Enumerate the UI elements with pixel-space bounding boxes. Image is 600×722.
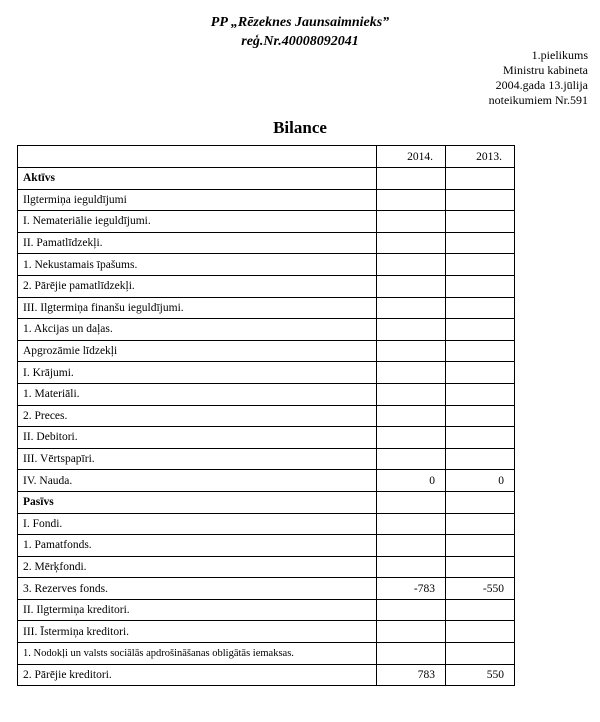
value-2014 xyxy=(377,211,446,233)
row-label: Apgrozāmie līdzekļi xyxy=(18,340,377,362)
value-2013 xyxy=(446,168,515,190)
value-2014 xyxy=(377,448,446,470)
value-2014 xyxy=(377,405,446,427)
value-2013 xyxy=(446,319,515,341)
table-row xyxy=(18,599,515,621)
value-2013 xyxy=(446,232,515,254)
row-label: III. Īstermiņa kreditori. xyxy=(18,621,377,643)
table-row xyxy=(18,275,515,297)
value-2014 xyxy=(377,513,446,535)
annex-line: noteikumiem Nr.591 xyxy=(488,93,588,107)
value-2014: -783 xyxy=(377,578,446,600)
annex-note xyxy=(489,48,588,108)
row-label: 3. Rezerves fonds. xyxy=(18,578,377,600)
value-2013: -550 xyxy=(446,578,515,600)
row-label: 2. Mērķfondi. xyxy=(18,556,377,578)
value-2013 xyxy=(446,362,515,384)
value-2013 xyxy=(446,448,515,470)
table-row xyxy=(18,578,515,600)
balance-table xyxy=(17,145,515,686)
value-2013 xyxy=(446,513,515,535)
balance-rows xyxy=(18,168,515,686)
table-row xyxy=(18,254,515,276)
table-row xyxy=(18,383,515,405)
value-2014 xyxy=(377,491,446,513)
value-2014 xyxy=(377,232,446,254)
table-row xyxy=(18,427,515,449)
table-row xyxy=(18,664,515,686)
value-2013 xyxy=(446,383,515,405)
table-header-row xyxy=(18,146,515,168)
value-2014 xyxy=(377,189,446,211)
row-label: I. Krājumi. xyxy=(18,362,377,384)
table-row xyxy=(18,232,515,254)
row-label: II. Pamatlīdzekļi. xyxy=(18,232,377,254)
value-2014 xyxy=(377,427,446,449)
value-2014 xyxy=(377,275,446,297)
value-2014 xyxy=(377,621,446,643)
value-2014 xyxy=(377,362,446,384)
table-row xyxy=(18,189,515,211)
row-label: II. Debitori. xyxy=(18,427,377,449)
value-2013 xyxy=(446,427,515,449)
row-label: Aktīvs xyxy=(18,168,377,190)
value-2013 xyxy=(446,254,515,276)
value-2013 xyxy=(446,535,515,557)
table-row xyxy=(18,621,515,643)
row-label: Pasīvs xyxy=(18,491,377,513)
header-empty-cell xyxy=(18,146,377,168)
row-label: 1. Nekustamais īpašums. xyxy=(18,254,377,276)
table-row xyxy=(18,168,515,190)
table-row xyxy=(18,513,515,535)
table-row xyxy=(18,362,515,384)
column-header-2014: 2014. xyxy=(377,146,446,168)
row-label: III. Ilgtermiņa finanšu ieguldījumi. xyxy=(18,297,377,319)
table-row xyxy=(18,405,515,427)
table-row xyxy=(18,211,515,233)
table-row xyxy=(18,297,515,319)
table-row xyxy=(18,491,515,513)
value-2013 xyxy=(446,599,515,621)
value-2014 xyxy=(377,340,446,362)
value-2013 xyxy=(446,297,515,319)
annex-line: Ministru kabineta xyxy=(503,63,588,77)
value-2013: 0 xyxy=(446,470,515,492)
value-2014: 783 xyxy=(377,664,446,686)
table-row xyxy=(18,448,515,470)
value-2014: 0 xyxy=(377,470,446,492)
value-2014 xyxy=(377,535,446,557)
organization-name: PP „Rēzeknes Jaunsaimnieks” xyxy=(210,15,390,30)
value-2014 xyxy=(377,297,446,319)
row-label: 2. Preces. xyxy=(18,405,377,427)
value-2013 xyxy=(446,405,515,427)
row-label: Ilgtermiņa ieguldījumi xyxy=(18,189,377,211)
value-2014 xyxy=(377,643,446,665)
row-label: 1. Pamatfonds. xyxy=(18,535,377,557)
value-2014 xyxy=(377,319,446,341)
table-row xyxy=(18,643,515,665)
value-2013 xyxy=(446,340,515,362)
row-label: I. Nemateriālie ieguldījumi. xyxy=(18,211,377,233)
row-label: 1. Materiāli. xyxy=(18,383,377,405)
value-2013 xyxy=(446,621,515,643)
row-label: III. Vērtspapīri. xyxy=(18,448,377,470)
row-label: 1. Nodokļi un valsts sociālās apdrošināšanas obligātās iemaksas. xyxy=(18,643,377,665)
table-row xyxy=(18,556,515,578)
registration-number: reģ.Nr.40008092041 xyxy=(241,34,359,49)
value-2013 xyxy=(446,275,515,297)
annex-line: 1.pielikums xyxy=(531,48,588,62)
value-2013 xyxy=(446,556,515,578)
value-2013 xyxy=(446,211,515,233)
row-label: 2. Pārējie kreditori. xyxy=(18,664,377,686)
row-label: I. Fondi. xyxy=(18,513,377,535)
column-header-2013: 2013. xyxy=(446,146,515,168)
value-2013 xyxy=(446,491,515,513)
value-2014 xyxy=(377,383,446,405)
table-row xyxy=(18,535,515,557)
value-2014 xyxy=(377,254,446,276)
page-title: Bilance xyxy=(273,118,327,137)
table-row xyxy=(18,319,515,341)
row-label: 1. Akcijas un daļas. xyxy=(18,319,377,341)
table-row xyxy=(18,470,515,492)
row-label: IV. Nauda. xyxy=(18,470,377,492)
table-row xyxy=(18,340,515,362)
value-2014 xyxy=(377,168,446,190)
annex-line: 2004.gada 13.jūlija xyxy=(495,78,588,92)
value-2013 xyxy=(446,643,515,665)
row-label: II. Ilgtermiņa kreditori. xyxy=(18,599,377,621)
row-label: 2. Pārējie pamatlīdzekļi. xyxy=(18,275,377,297)
value-2014 xyxy=(377,599,446,621)
value-2014 xyxy=(377,556,446,578)
value-2013 xyxy=(446,189,515,211)
value-2013: 550 xyxy=(446,664,515,686)
